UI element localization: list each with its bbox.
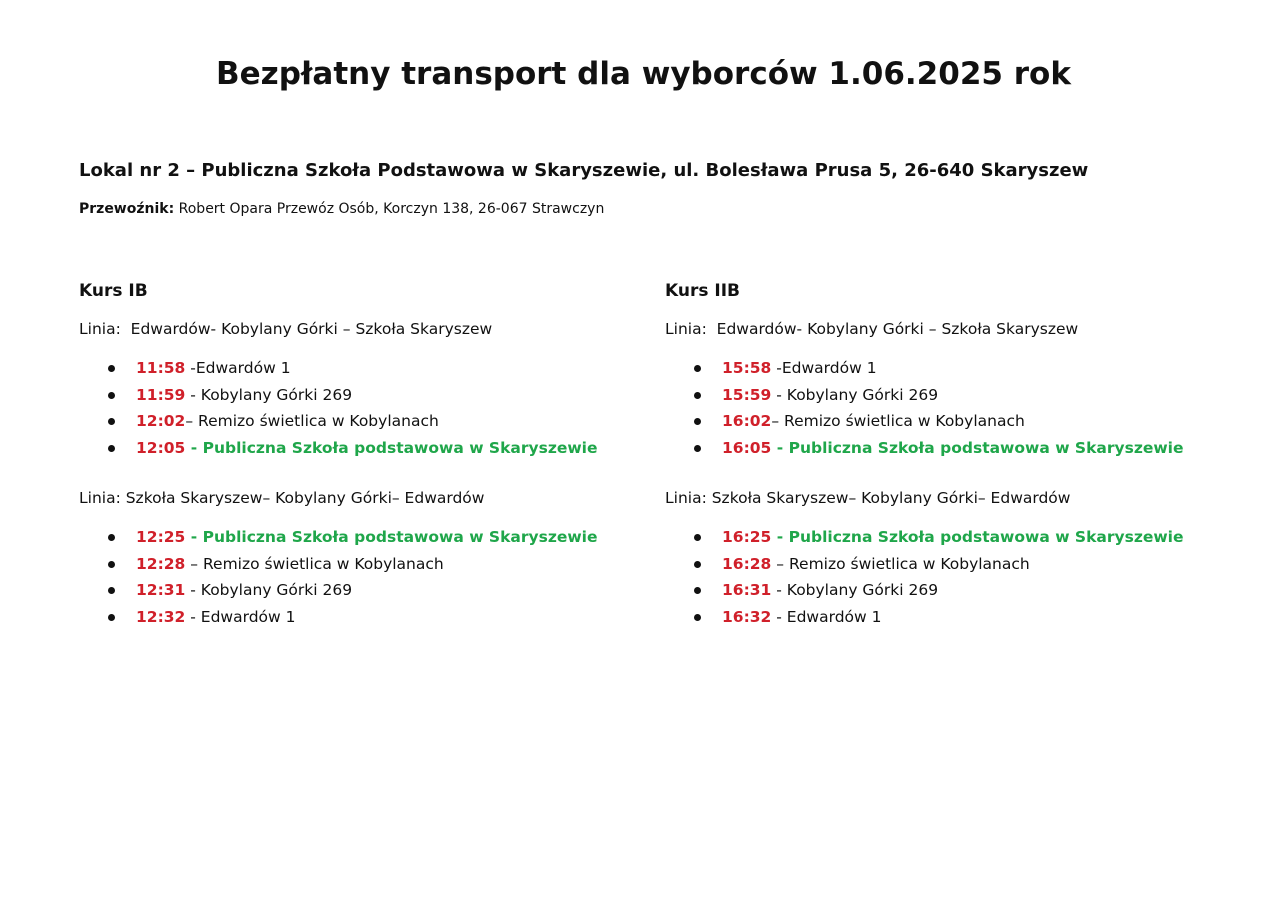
stop-item (79, 435, 639, 462)
bullet-icon (694, 445, 701, 452)
bullet-icon (108, 587, 115, 594)
stop-time: 16:28 (722, 554, 772, 573)
stop-destination: Publiczna Szkoła podstawowa w Skaryszewie (788, 528, 1184, 546)
stop-item (79, 524, 639, 551)
stop-separator: - (185, 528, 203, 546)
stop-place: Kobylany Górki 269 (200, 385, 353, 404)
bullet-icon (108, 614, 115, 621)
return-block (79, 486, 639, 630)
stop-item (665, 577, 1225, 604)
stop-list (79, 524, 639, 630)
bullet-icon (108, 561, 115, 568)
stop-item (79, 382, 639, 409)
stop-item (665, 551, 1225, 578)
stop-item (79, 604, 639, 631)
course-column-ib (79, 278, 639, 630)
outbound-block (665, 317, 1225, 461)
stop-time: 16:25 (722, 528, 772, 546)
stop-time: 15:58 (722, 359, 772, 377)
line-route: Linia: Edwardów- Kobylany Górki – Szkoła Skaryszew (665, 320, 1079, 338)
stop-place: Remizo świetlica w Kobylanach (784, 412, 1025, 430)
stop-place: Kobylany Górki 269 (786, 385, 939, 404)
stop-item (665, 355, 1225, 382)
stop-item (79, 551, 639, 578)
stop-place: Edwardów 1 (195, 359, 291, 377)
stop-separator: - (771, 385, 787, 404)
bullet-icon (694, 534, 701, 541)
stop-time: 16:31 (722, 581, 772, 599)
stop-list (79, 355, 639, 461)
stop-place: Kobylany Górki 269 (200, 581, 353, 599)
bullet-icon (694, 418, 701, 425)
stop-destination: Publiczna Szkoła podstawowa w Skaryszewie (202, 438, 598, 457)
stop-time: 15:59 (722, 385, 772, 404)
line-route: Linia: Szkoła Skaryszew– Kobylany Górki– Edwardów (665, 489, 1071, 507)
carrier-label: Przewoźnik: (79, 201, 175, 217)
stop-separator: – (771, 554, 789, 573)
line-route: Linia: Edwardów- Kobylany Górki – Szkoła Skaryszew (79, 320, 493, 338)
bullet-icon (694, 392, 701, 399)
stop-time: 12:32 (136, 607, 186, 626)
course-title: Kurs IIB (665, 281, 741, 301)
bullet-icon (108, 534, 115, 541)
stop-list (665, 355, 1225, 461)
course-column-iib (665, 278, 1225, 630)
return-block (665, 486, 1225, 630)
bullet-icon (694, 365, 701, 372)
stop-separator: - (771, 581, 787, 599)
bullet-icon (108, 392, 115, 399)
stop-place: Remizo świetlica w Kobylanach (198, 412, 439, 430)
page-title: Bezpłatny transport dla wyborców 1.06.2025 rok (216, 56, 1071, 92)
stop-item (79, 577, 639, 604)
stop-item (665, 408, 1225, 435)
stop-separator: - (185, 438, 203, 457)
stop-place: Edwardów 1 (781, 359, 877, 377)
stop-item (665, 435, 1225, 462)
stop-place: Remizo świetlica w Kobylanach (202, 554, 444, 573)
bullet-icon (694, 614, 701, 621)
stop-separator: – (185, 412, 199, 430)
stop-item (79, 408, 639, 435)
stop-item (665, 382, 1225, 409)
stop-time: 16:05 (722, 438, 772, 457)
stop-separator: – (771, 412, 785, 430)
stop-place: Edwardów 1 (786, 607, 882, 626)
stop-separator: - (185, 581, 201, 599)
stop-time: 16:32 (722, 607, 772, 626)
line-route: Linia: Szkoła Skaryszew– Kobylany Górki– Edwardów (79, 489, 485, 507)
carrier-value: Robert Opara Przewóz Osób, Korczyn 138, 26-067 Strawczyn (174, 201, 605, 217)
bullet-icon (694, 561, 701, 568)
stop-separator: - (771, 607, 787, 626)
stop-time: 16:02 (722, 412, 772, 430)
stop-place: Edwardów 1 (200, 607, 296, 626)
stop-time: 12:28 (136, 554, 186, 573)
stop-separator: - (771, 359, 782, 377)
stop-time: 12:02 (136, 412, 186, 430)
stop-separator: - (185, 607, 201, 626)
stop-separator: - (185, 359, 196, 377)
polling-station-heading: Lokal nr 2 – Publiczna Szkoła Podstawowa w Skaryszewie, ul. Bolesława Prusa 5, 26-640 Skaryszew (79, 160, 1089, 181)
carrier-line (79, 199, 604, 219)
stop-time: 11:59 (136, 385, 186, 404)
stop-destination: Publiczna Szkoła podstawowa w Skaryszewie (788, 438, 1184, 457)
stop-item (665, 524, 1225, 551)
stop-place: Remizo świetlica w Kobylanach (788, 554, 1030, 573)
stop-time: 12:05 (136, 438, 186, 457)
bullet-icon (108, 365, 115, 372)
stop-separator: – (185, 554, 203, 573)
stop-place: Kobylany Górki 269 (786, 581, 939, 599)
outbound-block (79, 317, 639, 461)
course-title: Kurs IB (79, 281, 148, 301)
bullet-icon (108, 445, 115, 452)
stop-item (79, 355, 639, 382)
bullet-icon (108, 418, 115, 425)
stop-time: 12:31 (136, 581, 186, 599)
stop-separator: - (771, 438, 789, 457)
stop-item (665, 604, 1225, 631)
stop-time: 11:58 (136, 359, 186, 377)
stop-separator: - (771, 528, 789, 546)
bullet-icon (694, 587, 701, 594)
stop-separator: - (185, 385, 201, 404)
stop-list (665, 524, 1225, 630)
stop-destination: Publiczna Szkoła podstawowa w Skaryszewie (202, 528, 598, 546)
stop-time: 12:25 (136, 528, 186, 546)
